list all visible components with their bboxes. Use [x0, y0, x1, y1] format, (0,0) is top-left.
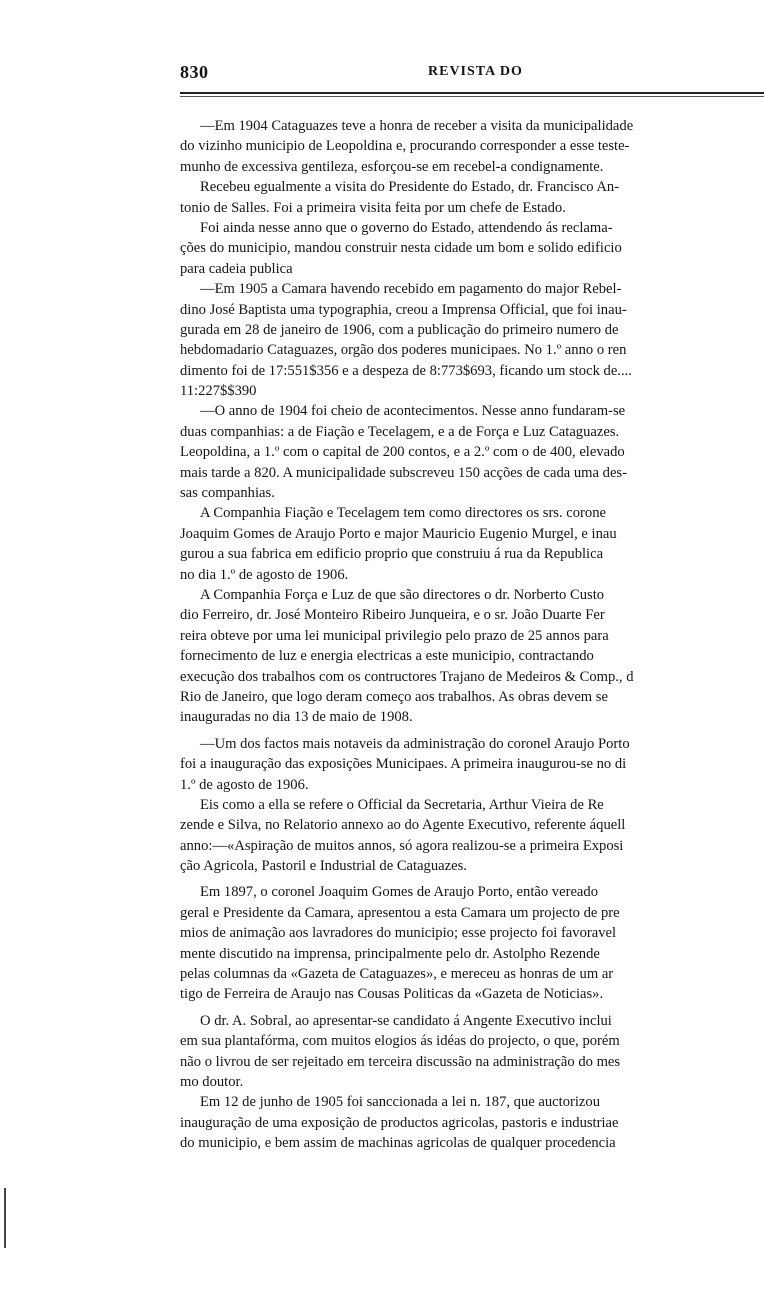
text-line: dimento foi de 17:551$356 e a despeza de 8:773$693, ficando um stock de....	[180, 362, 632, 379]
text-line: inauguradas no dia 13 de maio de 1908.	[180, 709, 413, 726]
text-line: Joaquim Gomes de Araujo Porto e major Mauricio Eugenio Murgel, e inau	[180, 525, 617, 542]
text-line: gurou a sua fabrica em edificio proprio que construiu á rua da Republica	[180, 546, 604, 563]
text-line: anno:—«Aspiração de muitos annos, só agora realizou-se a primeira Exposi	[180, 837, 624, 854]
text-line: inauguração de uma exposição de productos agricolas, pastoris e industriae	[180, 1114, 619, 1131]
text-line: —Em 1904 Cataguazes teve a honra de receber a visita da municipalidade	[200, 118, 634, 134]
text-line: não o livrou de ser rejeitado em terceira discussão na administração do mes	[180, 1053, 621, 1070]
margin-mark	[4, 1188, 6, 1248]
text-line: —Em 1905 a Camara havendo recebido em pagamento do major Rebel-	[200, 281, 622, 298]
text-line: pelas columnas da «Gazeta de Cataguazes», e mereceu as honras de um ar	[180, 966, 614, 983]
text-line: duas companhias: a de Fiação e Tecelagem, e a de Força e Luz Cataguazes.	[180, 423, 620, 440]
text-line: Foi ainda nesse anno que o governo do Estado, attendendo ás reclama-	[200, 219, 613, 236]
text-line: Eis como a ella se refere o Official da Secretaria, Arthur Vieira de Re	[200, 796, 604, 813]
text-line: tonio de Salles. Foi a primeira visita feita por um chefe de Estado.	[180, 199, 566, 216]
text-line: tigo de Ferreira de Araujo nas Cousas Politicas da «Gazeta de Noticias».	[180, 986, 604, 1003]
text-line: geral e Presidente da Camara, apresentou a esta Camara um projecto de pre	[180, 904, 620, 921]
text-line: Leopoldina, a 1.º com o capital de 200 contos, e a 2.º com o de 400, elevado	[180, 444, 625, 461]
text-line: dino José Baptista uma typographia, creou a Imprensa Official, que foi inau-	[180, 301, 627, 318]
text-line: fornecimento de luz e energia electricas a este municipio, contractando	[180, 648, 594, 665]
text-line: O dr. A. Sobral, ao apresentar-se candidato á Angente Executivo inclui	[200, 1012, 612, 1029]
text-line: dio Ferreiro, dr. José Monteiro Ribeiro Junqueira, e o sr. João Duarte Fer	[180, 607, 605, 624]
text-line: Rio de Janeiro, que logo deram começo aos trabalhos. As obras devem se	[180, 688, 608, 705]
header-rule-thin	[180, 96, 764, 97]
text-line: mente discutido na imprensa, principalmente pelo dr. Astolpho Rezende	[180, 945, 600, 962]
text-line: no dia 1.º de agosto de 1906.	[180, 566, 349, 583]
text-line: gurada em 28 de janeiro de 1906, com a publicação do primeiro numero de	[180, 321, 619, 338]
text-line: para cadeia publica	[180, 260, 293, 277]
running-title: REVISTA DO	[428, 64, 523, 79]
text-line: A Companhia Fiação e Tecelagem tem como directores os srs. corone	[200, 505, 606, 522]
text-line: Recebeu egualmente a visita do Presidente do Estado, dr. Francisco An-	[200, 179, 620, 196]
text-line: hebdomadario Cataguazes, orgão dos poderes municipaes. No 1.º anno o ren	[180, 342, 627, 359]
text-line: Em 12 de junho de 1905 foi sanccionada a lei n. 187, que auctorizou	[200, 1094, 600, 1111]
text-line: 11:227$$390	[180, 383, 257, 400]
text-line: reira obteve por uma lei municipal privilegio pelo prazo de 25 annos para	[180, 627, 609, 644]
text-line: —Um dos factos mais notaveis da administração do coronel Araujo Porto	[200, 735, 630, 752]
text-line: munho de excessiva gentileza, esforçou-se em recebel-a condignamente.	[180, 158, 604, 175]
text-line: sas companhias.	[180, 485, 275, 502]
page-header	[180, 62, 764, 84]
text-line: mios de animação aos lavradores do municipio; esse projecto foi favoravel	[180, 925, 617, 942]
text-line: A Companhia Força e Luz de que são directores o dr. Norberto Custo	[200, 586, 605, 603]
text-line: zende e Silva, no Relatorio annexo ao do Agente Executivo, referente áquell	[180, 817, 626, 834]
text-line: ção Agricola, Pastoril e Industrial de Cataguazes.	[180, 858, 467, 875]
text-line: do vizinho municipio de Leopoldina e, procurando corresponder a esse teste-	[180, 138, 630, 155]
text-line: mo doutor.	[180, 1073, 244, 1090]
body-text	[180, 116, 764, 1154]
text-line: —O anno de 1904 foi cheio de acontecimentos. Nesse anno fundaram-se	[200, 403, 626, 420]
header-rule	[180, 92, 764, 94]
text-line: mais tarde a 820. A municipalidade subscreveu 150 acções de cada uma des-	[180, 464, 627, 481]
text-line: do municipio, e bem assim de machinas agricolas de qualquer procedencia	[180, 1135, 616, 1152]
text-line: 1.º de agosto de 1906.	[180, 776, 309, 793]
text-line: Em 1897, o coronel Joaquim Gomes de Araujo Porto, então vereado	[200, 884, 598, 901]
text-line: foi a inauguração das exposições Municipaes. A primeira inaugurou-se no di	[180, 756, 627, 773]
text-line: em sua plantafórma, com muitos elogios ás idéas do projecto, o que, porém	[180, 1033, 620, 1050]
page-number: 830	[180, 62, 209, 82]
text-line: execução dos trabalhos com os contructores Trajano de Medeiros & Comp., d	[180, 668, 634, 685]
text-line: ções do municipio, mandou construir nesta cidade um bom e solido edificio	[180, 240, 622, 257]
